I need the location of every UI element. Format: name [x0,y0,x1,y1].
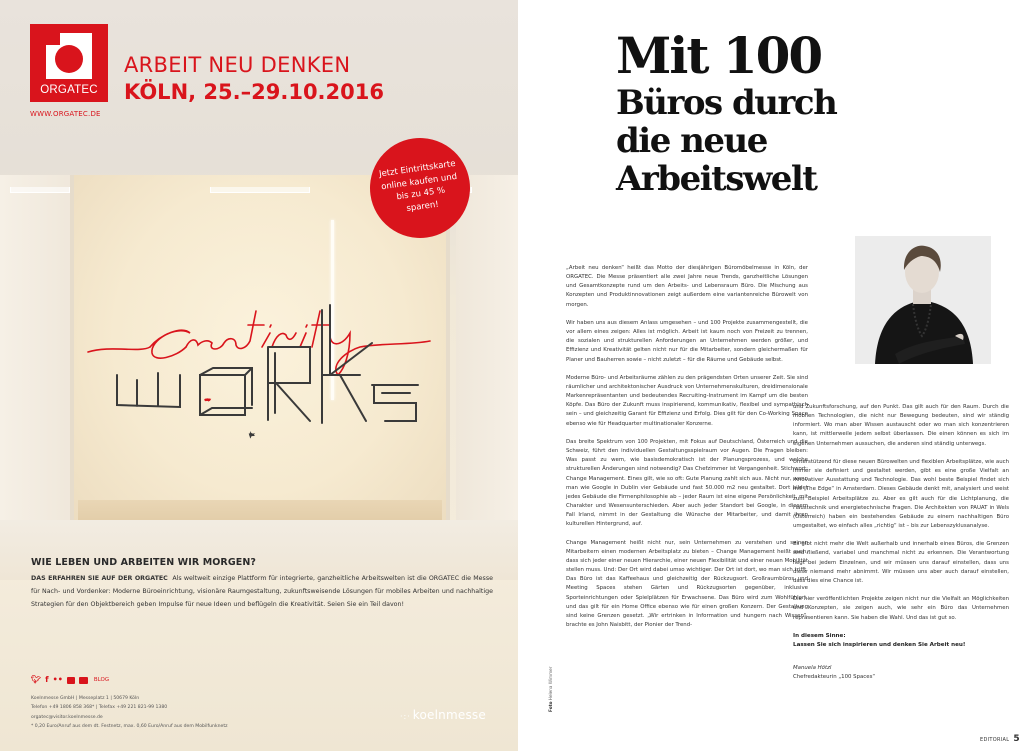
twitter-icon[interactable]: 🐦︎ [31,675,42,684]
editor-portrait-photo [855,236,991,364]
ad-event-dates: KÖLN, 25.–29.10.2016 [124,80,384,104]
editorial-paragraph: Moderne Büro- und Arbeitsräume zählen zu den prägendsten Orten unserer Zeit. Sie sind räumlicher und architektonischer Ausdruck von Unternehmenskulturen, dreidimensionale Markenrepräsentanten und bedeutendes Recruiting-Instrument im Kampf um die besten Köpfe. Das Büro der Zukunft muss inspirierend, kommunikativ, flexibel und sympathisch sein – und gleichzeitig Garant für Effizienz und Erfolg. Dies gilt für den Co-Working Space ebenso wie für Headquarter multinationaler Konzerne. [566,374,808,427]
koelnmesse-logo [400,708,486,722]
facebook-icon[interactable]: f [45,675,49,684]
creativity-works-scene [0,175,518,575]
ad-claim: ARBEIT NEU DENKEN [124,53,351,77]
headline-line-1: Mit 100 [616,26,822,85]
headline-line-3: die neue [616,121,767,161]
photo-credit-name: Helena Wimmer [548,666,553,701]
editorial-paragraph: Unterstützend für diese neuen Bürowelten und flexiblen Arbeitsplätze, wie auch immer sie definiert und gestaltet werden, gibt es eine große Vielfalt an innovativer Ausstattung und Technologie. Das wohl beste Beispiel findet sich mit „The Edge“ in Amsterdam. Dieses Gebäude denkt mit, analysiert und weist zum Beispiel Arbeitsplätze zu. Aber es gilt auch für die Lichtplanung, die Haustechnik und energietechnische Fragen. Die Architekten von PAUAT in Wels (Österreich) haben ein bestehendes Gebäude zu einem nachhaltigen Büro umgestaltet, wo einfach alles „richtig“ ist – bis zur Lebenszyklusanalyse. [793,458,1010,530]
badge-text: Jetzt Eintrittskarte online kaufen und bis zu 45 % sparen! [378,158,458,214]
editorial-column-2 [793,403,1009,692]
ad-contact-info [31,694,228,732]
editorial-paragraph: Die hier veröffentlichten Projekte zeigen nicht nur die Vielfalt an Möglichkeiten und Konzepten, sie zeigen auch, wie sehr ein Büro das Unternehmen repräsentieren kann. Sie haben die Wahl. Und das ist gut so. [793,596,1009,621]
folio-section: EDITORIAL [980,737,1010,743]
headline-line-2: Büros durch [616,83,837,123]
editorial-paragraph: Wir haben uns aus diesem Anlass umgesehen – und 100 Projekte zusammengestellt, die vor allem eines zeigen: Alles ist möglich. Arbeit ist kaum noch von Freizeit zu trennen, die sozialen und strukturellen Anforderungen an Unternehmen werden größer, und Effizienz und Kreativität gelten nicht nur für die Mitarbeiter, sondern gleichermaßen für Planer und Bauherren sowie – nicht zuletzt – für die Räume und Gebäude selbst. [566,319,808,363]
editorial-paragraph: Change Management heißt nicht nur, sein Unternehmen zu verstehen und seinen Mitarbeitern einen modernen Arbeitsplatz zu bieten – Change Management heißt auch, dass sich jeder einer neuen Hierarchie, einer neuen Flexibilität und einer neuen Mobilität stellen muss. Und: Der Ort wird dabei umso wichtiger. Der Ort ist dort, wo man sich trifft. Das Büro ist das Kaffeehaus und gleichzeitig der Rückzugsort. Großraumbüros und Meeting Spaces stehen Gärten und Rückzugsorten gegenüber, inklusive Sporteinrichtungen oder Spielplätzen für Erwachsene. Das Büro wird zum Wohlfühlort, und das gilt für ein Home Office ebenso wie für einen großen Konzern. Der Gestaltung sind keine Grenzen gesetzt. „Wir ertrinken in Information und hungern nach Wissen“, brachte es John Naisbitt, der Pionier der Trend- [566,539,808,629]
signature-title: Chefredakteurin „100 Spaces“ [793,674,876,681]
orgatec-logo-glyph-icon [46,33,92,79]
works-wire-letters [117,305,418,436]
logo-wordmark: ORGATEC [40,84,98,96]
flickr-icon[interactable]: •• [52,675,63,684]
photo-credit [548,667,553,712]
contact-phone: Telefon +49 1806 858 368* | Telefax +49 221 821-99 1380 [31,705,168,711]
creativity-red-script [88,311,430,401]
scene-word-red: Creativity [205,400,210,401]
signature-name: Manuela Hötzl [793,665,832,672]
orgatec-url-link[interactable]: WWW.ORGATEC.DE [30,110,101,118]
ad-body-lead: DAS ERFAHREN SIE AUF DER ORGATEC [31,575,168,582]
instagram-icon[interactable] [67,677,75,684]
page-folio [980,734,1020,744]
koelnmesse-wordmark: koelnmesse [412,708,486,722]
closing-statement [793,632,1009,650]
blog-link[interactable]: BLOG [93,677,110,683]
editorial-paragraph: und Zukunftsforschung, auf den Punkt. Das gilt auch für den Raum. Durch die mobilen Technologien, die nicht nur Bewegung bedeuten, sind wir ständig informiert. Wo man aber Wissen austauscht oder wo man sich konzentrieren kann, ist mittlerweile jedem selbst überlassen. Die einen können es sich im eigenen Unternehmen aussuchen, die anderen sind ständig unterwegs. [793,404,1009,447]
photo-credit-label: Foto [548,701,553,712]
ad-body-copy: Als weltweit einzige Plattform für integrierte, ganzheitliche Arbeitswelten ist die ORGATEC die Messe für Nach- und Vordenker: Moderne Büroeinrichtung, visionäre Raumgestaltung, zukunftsweisende Lösungen für mobiles Arbeiten und nachhaltige Strategien für den Objektbereich geben Impulse für neue Ideen und beflügeln die Kreativität. Seien Sie ein Teil davon! [31,575,493,609]
ad-heading: WIE LEBEN UND ARBEITEN WIR MORGEN? [31,557,256,568]
scene-word-wire: works [250,435,253,436]
editorial-headline [616,28,836,198]
editorial-paragraph: Das breite Spektrum von 100 Projekten, mit Fokus auf Deutschland, Österreich und die Schweiz, führt den individuellen Gestaltungsspielraum vor Augen. Die Fragen bleiben: Was passt zu wem, wie basisdemokratisch ist der Planungsprozess, und welche strukturellen Änderungen sind notwendig? Das Chefzimmer ist Vergangenheit. Stichwort: Change Management. Eines gilt, wie so oft: Gute Planung zahlt sich aus. Nicht nur, wenn man wie Google in Dublin vier Gebäude und fast 50.000 m2 neu gestaltet. Dort bildet jedes Gebäude die Firmenphilosophie ab – jeder Raum ist eine eigene Persönlichkeit, mit Charakter und Wesensunterschieden. Aber auch jeder Standort bei Google, in diesem Fall Irland, nimmt in der Gestaltung die Wünsche der Mitarbeiter, und damit ihren kulturellen Hintergrund, auf. [566,438,808,528]
editorial-column-1 [566,264,808,639]
signature-block [793,664,1009,682]
editorial-paragraph: Es gibt nicht mehr die Welt außerhalb und innerhalb eines Büros, die Grenzen sind fließend, variabel und manchmal nicht zu erkennen. Die Verantwortung liegt bei jedem Einzelnen, und wir müssen uns darauf einstellen, dass uns diese niemand mehr abnimmt. Wir müssen uns aber auch darauf einstellen, dass dies eine Chance ist. [793,541,1009,584]
closing-line-1: In diesem Sinne: [793,632,846,639]
editorial-paragraph: „Arbeit neu denken“ heißt das Motto der diesjährigen Büromöbelmesse in Köln, der ORGATEC. Die Messe präsentiert alle zwei Jahre neue Trends, ganzheitliche Lösungen und Gesamtkonzepte rund um den Arbeits- und Lebensraum Büro. Die Mischung aus Konzepten und Produktinnovationen zeigt außerdem eine variantenreiche Bürowelt von morgen. [566,265,808,308]
social-links [31,675,109,685]
koelnmesse-dots-icon: ·:· [400,712,411,721]
folio-page-number: 5 [1013,734,1020,744]
youtube-icon[interactable] [79,677,88,684]
contact-email-link[interactable]: orgatec@visitor.koelnmesse.de [31,714,103,720]
closing-line-2: Lassen Sie sich inspirieren und denken Sie Arbeit neu! [793,642,966,648]
ad-body-text [31,572,493,612]
portrait-illustration [855,236,991,364]
contact-footnote: * 0,20 Euro/Anruf aus dem dt. Festnetz, max. 0,60 Euro/Anruf aus dem Mobilfunknetz [31,724,228,730]
scene-artwork [0,175,518,575]
headline-line-4: Arbeitswelt [616,159,817,199]
contact-address: Koelnmesse GmbH | Messeplatz 1 | 50679 Köln [31,696,140,701]
orgatec-logo [30,24,108,102]
